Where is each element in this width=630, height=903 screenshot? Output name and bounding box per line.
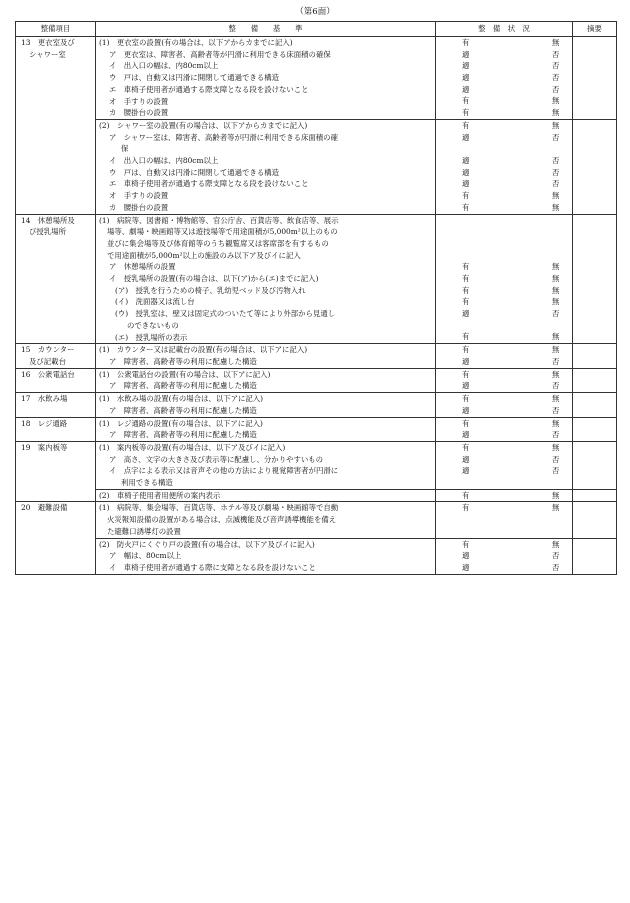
criteria-line: (1) 病院等、図書館・博物館等、官公庁舎、百貨店等、飲食店等、展示: [99, 215, 339, 225]
status-cell: [436, 37, 573, 120]
status-option-no: 否: [552, 356, 560, 366]
status-line: [439, 477, 569, 489]
item-label: び授乳場所: [29, 227, 66, 237]
criteria-line: 利用できる構造: [121, 478, 173, 488]
status-option-no: 無: [552, 120, 560, 130]
criteria-line: (1) 病院等、集会場等、百貨店等、ホテル等及び劇場・映画館等で自動: [99, 503, 339, 513]
status-option-no: 無: [552, 418, 560, 428]
remarks-cell: [573, 344, 617, 368]
status-cell: [436, 538, 573, 574]
criteria-cell: [96, 393, 436, 417]
status-line: [439, 250, 569, 262]
status-line: [439, 37, 569, 49]
table-row: [16, 538, 617, 574]
item-label: 14 休憩場所及: [21, 215, 75, 225]
status-line: [439, 356, 569, 368]
item-label: 16 公衆電話台: [21, 369, 75, 379]
status-option-no: 無: [552, 297, 560, 307]
status-line: [439, 215, 569, 227]
remarks-cell: [573, 441, 617, 489]
criteria-line: ア 障害者、高齢者等の利用に配慮した構造: [109, 405, 257, 415]
status-option-yes: 有: [462, 202, 470, 212]
status-line: [439, 84, 569, 96]
table-row: [16, 119, 617, 214]
item-cell: [16, 344, 96, 368]
status-option-no: 無: [552, 96, 560, 106]
criteria-line: (2) 防火戸にくぐり戸の設置(有の場合は、以下ア及びイに記入): [99, 539, 315, 549]
status-cell: [436, 441, 573, 489]
status-line: [439, 238, 569, 250]
status-option-no: 無: [552, 394, 560, 404]
item-cell: [16, 417, 96, 441]
status-option-yes: 有: [462, 285, 470, 295]
criteria-cell: [96, 417, 436, 441]
criteria-line: (1) 公衆電話台の設置(有の場合は、以下アに記入): [99, 369, 271, 379]
page-number-label: （第6面）: [295, 7, 335, 17]
status-option-yes: 有: [462, 490, 470, 500]
status-option-yes: 有: [462, 262, 470, 272]
status-option-no: 無: [552, 38, 560, 47]
status-option-no: 否: [552, 381, 560, 391]
status-option-no: 無: [552, 285, 560, 295]
status-option-yes: 適: [462, 49, 470, 59]
status-line: [439, 380, 569, 392]
status-line: [439, 539, 569, 551]
remarks-cell: [573, 489, 617, 502]
table-row: [16, 502, 617, 538]
remarks-cell: [573, 119, 617, 214]
criteria-line: オ 手すりの設置: [109, 191, 169, 201]
remarks-cell: [573, 538, 617, 574]
status-option-no: 無: [552, 273, 560, 283]
item-label: 15 カウンター: [21, 345, 75, 355]
status-option-yes: 適: [462, 381, 470, 391]
criteria-line: (1) レジ通路の設置(有の場合は、以下アに記入): [99, 418, 263, 428]
table-body: [16, 37, 617, 575]
status-option-no: 無: [552, 345, 560, 355]
status-line: [439, 202, 569, 214]
status-line: [439, 72, 569, 84]
criteria-line: イ 車椅子使用者が通過する際に支障となる段を設けないこと: [109, 562, 316, 572]
status-line: [439, 261, 569, 273]
status-option-yes: 適: [462, 356, 470, 366]
criteria-line: (1) カウンター又は記載台の設置(有の場合は、以下アに記入): [99, 345, 308, 355]
item-label: 18 レジ通路: [21, 418, 68, 428]
status-option-yes: 適: [462, 155, 470, 165]
item-label: 20 避難設備: [21, 503, 68, 513]
status-option-no: 否: [552, 309, 560, 319]
table-row: [16, 393, 617, 417]
criteria-line: 火災報知設備の設置がある場合は、点滅機能及び音声誘導機能を備え: [107, 515, 337, 525]
table-row: [16, 214, 617, 344]
status-option-yes: 適: [462, 454, 470, 464]
item-label: 13 更衣室及び: [21, 38, 75, 47]
status-option-yes: 適: [462, 84, 470, 94]
status-option-no: 否: [552, 155, 560, 165]
status-option-yes: 有: [462, 369, 470, 379]
status-option-yes: 適: [462, 551, 470, 561]
status-line: [439, 226, 569, 238]
status-line: [439, 369, 569, 381]
status-cell: [436, 119, 573, 214]
status-option-yes: 適: [462, 73, 470, 83]
status-line: [439, 49, 569, 61]
criteria-line: カ 腰掛台の設置: [109, 202, 169, 212]
status-option-yes: 適: [462, 466, 470, 476]
remarks-cell: [573, 214, 617, 344]
criteria-line: (エ) 授乳場所の表示: [115, 332, 188, 342]
status-option-no: 否: [552, 430, 560, 440]
status-option-yes: 有: [462, 96, 470, 106]
criteria-line: (イ) 洗面器又は流し台: [115, 297, 195, 307]
header-status: 整 備 状 況: [436, 22, 573, 37]
criteria-cell: [96, 502, 436, 538]
remarks-cell: [573, 502, 617, 538]
status-line: [439, 429, 569, 441]
status-option-no: 無: [552, 442, 560, 452]
criteria-line: で用途面積が5,000m²以上の施設のみ以下ア及びイに記入: [107, 250, 301, 260]
status-option-no: 否: [552, 562, 560, 572]
status-line: [439, 344, 569, 356]
criteria-line: (1) 更衣室の設置(有の場合は、以下アからカまでに記入): [99, 38, 293, 47]
criteria-line: 並びに集会場等及び体育館等のうち観覧席又は客席部を有するもの: [107, 238, 329, 248]
status-option-no: 無: [552, 490, 560, 500]
status-option-yes: 有: [462, 345, 470, 355]
criteria-cell: [96, 214, 436, 344]
status-option-yes: 有: [462, 120, 470, 130]
criteria-line: イ 点字による表示又は音声その他の方法により視覚障害者が円滑に: [109, 466, 339, 476]
status-line: [439, 562, 569, 574]
header-criteria: 整 備 基 準: [96, 22, 436, 37]
criteria-line: ア 障害者、高齢者等の利用に配慮した構造: [109, 430, 257, 440]
status-option-yes: 適: [462, 309, 470, 319]
status-line: [439, 143, 569, 155]
criteria-line: た避難口誘導灯の設置: [107, 526, 181, 536]
table-row: [16, 441, 617, 489]
criteria-line: ア 障害者、高齢者等の利用に配慮した構造: [109, 381, 257, 391]
criteria-line: (ア) 授乳を行うための椅子、乳幼児ベッド及び汚物入れ: [115, 285, 306, 295]
item-cell: [16, 37, 96, 215]
status-line: [439, 167, 569, 179]
status-option-yes: 有: [462, 191, 470, 201]
status-line: [439, 442, 569, 454]
item-label: 19 案内板等: [21, 442, 68, 452]
criteria-line: エ 車椅子使用者が通過する際支障となる段を設けないこと: [109, 179, 309, 189]
item-cell: [16, 441, 96, 502]
status-option-no: 否: [552, 132, 560, 142]
criteria-line: ウ 戸は、自動又は円滑に開閉して通過できる構造: [109, 73, 279, 83]
status-line: [439, 285, 569, 297]
criteria-line: イ 出入口の幅は、内80cm以上: [109, 61, 219, 71]
criteria-cell: [96, 538, 436, 574]
item-cell: [16, 214, 96, 344]
table-row: [16, 489, 617, 502]
status-line: [439, 405, 569, 417]
status-option-yes: 有: [462, 503, 470, 513]
table-header-row: [16, 22, 617, 37]
remarks-cell: [573, 368, 617, 392]
status-option-yes: 適: [462, 405, 470, 415]
remarks-cell: [573, 37, 617, 120]
status-option-yes: 適: [462, 430, 470, 440]
status-line: [439, 550, 569, 562]
status-option-yes: 有: [462, 332, 470, 342]
status-line: [439, 190, 569, 202]
status-cell: [436, 393, 573, 417]
criteria-line: ア 幅は、80cm以上: [109, 551, 182, 561]
status-option-yes: 有: [462, 394, 470, 404]
remarks-cell: [573, 393, 617, 417]
criteria-line: ア シャワー室は、障害者、高齢者等が円滑に利用できる床面積の確: [109, 132, 338, 142]
status-option-yes: 有: [462, 297, 470, 307]
criteria-cell: [96, 344, 436, 368]
criteria-line: ア 更衣室は、障害者、高齢者等が円滑に利用できる床面積の確保: [109, 49, 331, 59]
criteria-line: (1) 案内板等の設置(有の場合は、以下ア及びイに記入): [99, 442, 286, 452]
criteria-line: エ 車椅子使用者が通過する際支障となる段を設けないこと: [109, 84, 309, 94]
status-option-yes: 有: [462, 539, 470, 549]
status-line: [439, 418, 569, 430]
status-line: [439, 526, 569, 538]
criteria-line: (2) シャワー室の設置(有の場合は、以下アからカまでに記入): [99, 120, 308, 130]
item-label: シャワー室: [29, 49, 66, 59]
status-line: [439, 60, 569, 72]
status-option-yes: 適: [462, 61, 470, 71]
status-line: [439, 308, 569, 320]
status-line: [439, 502, 569, 514]
criteria-line: オ 手すりの設置: [109, 96, 169, 106]
status-line: [439, 296, 569, 308]
criteria-line: ア 高さ、文字の大きさ及び表示等に配慮し、分かりやすいもの: [109, 454, 324, 464]
criteria-line: 場等、劇場・映画館等又は遊技場等で用途面積が5,000m²以上のもの: [107, 227, 338, 237]
item-label: 及び記載台: [29, 356, 66, 366]
status-option-no: 無: [552, 202, 560, 212]
item-cell: [16, 368, 96, 392]
criteria-line: カ 腰掛台の設置: [109, 108, 169, 118]
status-option-yes: 有: [462, 418, 470, 428]
status-line: [439, 178, 569, 190]
criteria-cell: [96, 37, 436, 120]
criteria-line: ア 休憩場所の設置: [109, 262, 176, 272]
status-option-yes: 適: [462, 132, 470, 142]
status-line: [439, 132, 569, 144]
status-option-yes: 適: [462, 167, 470, 177]
status-option-yes: 有: [462, 108, 470, 118]
status-option-yes: 有: [462, 38, 470, 47]
status-line: [439, 107, 569, 119]
criteria-line: (1) 水飲み場の設置(有の場合は、以下アに記入): [99, 394, 264, 404]
header-remarks: 摘要: [573, 22, 617, 37]
status-cell: [436, 489, 573, 502]
status-line: [439, 331, 569, 343]
inspection-table: [15, 21, 617, 575]
status-option-yes: 適: [462, 179, 470, 189]
status-cell: [436, 368, 573, 392]
item-cell: [16, 393, 96, 417]
criteria-cell: [96, 368, 436, 392]
criteria-line: のできないもの: [127, 320, 179, 330]
criteria-line: イ 授乳場所の設置(有の場合は、以下(ア)から(エ)までに記入): [109, 274, 319, 284]
status-option-yes: 有: [462, 273, 470, 283]
status-line: [439, 155, 569, 167]
criteria-line: イ 出入口の幅は、内80cm以上: [109, 156, 219, 166]
criteria-line: (2) 車椅子使用者用便所の案内表示: [99, 490, 221, 500]
table-row: [16, 344, 617, 368]
criteria-line: (ウ) 授乳室は、壁又は固定式のついたて等により外部から見通し: [115, 309, 336, 319]
status-cell: [436, 214, 573, 344]
status-option-no: 無: [552, 503, 560, 513]
status-line: [439, 273, 569, 285]
status-option-no: 否: [552, 84, 560, 94]
criteria-line: 保: [121, 144, 129, 154]
status-cell: [436, 417, 573, 441]
status-option-no: 否: [552, 61, 560, 71]
item-label: 17 水飲み場: [21, 394, 68, 404]
status-cell: [436, 344, 573, 368]
status-option-no: 無: [552, 369, 560, 379]
status-option-yes: 有: [462, 442, 470, 452]
item-cell: [16, 502, 96, 574]
status-option-no: 無: [552, 332, 560, 342]
status-option-yes: 適: [462, 562, 470, 572]
status-option-no: 無: [552, 108, 560, 118]
table-row: [16, 37, 617, 120]
status-option-no: 否: [552, 466, 560, 476]
criteria-cell: [96, 489, 436, 502]
status-line: [439, 95, 569, 107]
criteria-cell: [96, 119, 436, 214]
status-line: [439, 393, 569, 405]
remarks-cell: [573, 417, 617, 441]
criteria-cell: [96, 441, 436, 489]
status-line: [439, 320, 569, 332]
status-line: [439, 514, 569, 526]
status-cell: [436, 502, 573, 538]
status-line: [439, 490, 569, 502]
status-option-no: 否: [552, 49, 560, 59]
status-line: [439, 454, 569, 466]
status-option-no: 無: [552, 539, 560, 549]
status-line: [439, 465, 569, 477]
status-line: [439, 120, 569, 132]
status-option-no: 無: [552, 262, 560, 272]
table-row: [16, 417, 617, 441]
status-option-no: 否: [552, 454, 560, 464]
status-option-no: 否: [552, 551, 560, 561]
criteria-line: ウ 戸は、自動又は円滑に開閉して通過できる構造: [109, 167, 279, 177]
status-option-no: 否: [552, 405, 560, 415]
criteria-line: ア 障害者、高齢者等の利用に配慮した構造: [109, 356, 257, 366]
status-option-no: 否: [552, 167, 560, 177]
header-item: 整備項目: [16, 22, 96, 37]
table-row: [16, 368, 617, 392]
status-option-no: 無: [552, 191, 560, 201]
status-option-no: 否: [552, 179, 560, 189]
status-option-no: 否: [552, 73, 560, 83]
